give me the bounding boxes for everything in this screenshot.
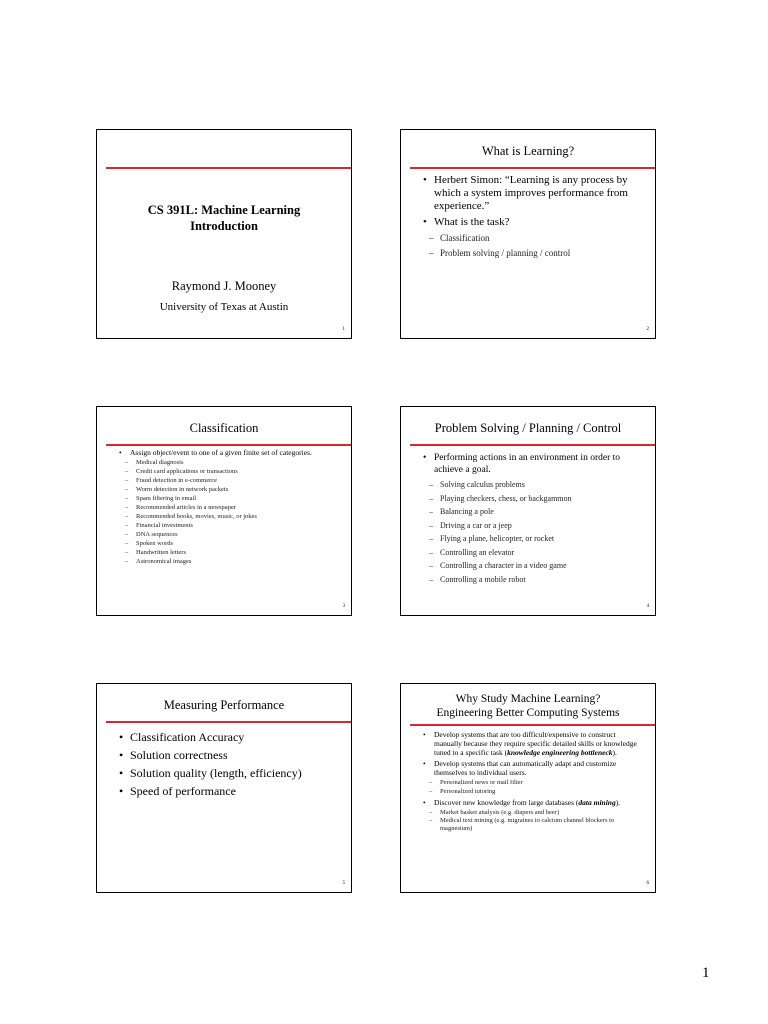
sub-item: – Classification (423, 231, 645, 246)
title-rule (106, 167, 351, 169)
bullet-item: • Speed of performance (119, 782, 341, 800)
bullet-text: Discover new knowledge from large databases ( (434, 798, 579, 807)
bullet-item: • Assign object/event to one of a given finite set of categories. (119, 449, 341, 457)
slide-number: 1 (342, 327, 345, 332)
sub-item: – Controlling an elevator (423, 546, 645, 560)
sub-item: – Market basket analysis (e.g. diapers and beer) (423, 808, 645, 817)
slide-5 (96, 683, 352, 893)
sub-item: – Recommended articles in a newspaper (119, 503, 341, 512)
title-rule (410, 724, 655, 726)
sub-item: – Solving calculus problems (423, 478, 645, 492)
sub-item: – Controlling a mobile robot (423, 573, 645, 587)
bullet-item: • Develop systems that can automatically adapt and customize themselves to individual users. (423, 759, 645, 777)
slide-title: Problem Solving / Planning / Control (434, 421, 622, 435)
sub-item: – Worm detection in network packets (119, 485, 341, 494)
slide-6 (400, 683, 656, 893)
emphasis-text: data mining (578, 798, 616, 807)
sub-item: – Problem solving / planning / control (423, 246, 645, 261)
slide-number: 4 (646, 604, 649, 609)
sub-item: – Financial investments (119, 521, 341, 530)
title-rule (106, 721, 351, 723)
bullet-item: • Performing actions in an environment in order to achieve a goal. (423, 452, 645, 476)
bullet-item: • Solution correctness (119, 746, 341, 764)
slide-title: Measuring Performance (163, 698, 285, 712)
affiliation: University of Texas at Austin (159, 301, 289, 313)
page-number: 1 (702, 965, 710, 981)
title-rule (410, 167, 655, 169)
sub-item: – Credit card applications or transactions (119, 467, 341, 476)
sub-item: – Handwritten letters (119, 548, 341, 557)
bullet-text: Develop systems that are too difficult/expensive to construct manually because they require specific detailed skills or knowledge tuned to a specific task ( (434, 730, 637, 757)
title-line-2: Engineering Better Computing Systems (436, 707, 620, 719)
slide-number: 3 (342, 604, 345, 609)
slide-3 (96, 406, 352, 616)
bullet-list (423, 174, 645, 261)
sub-item: – Spam filtering in email (119, 494, 341, 503)
sub-item: – Playing checkers, chess, or backgammon (423, 492, 645, 506)
bullet-text-end: ). (612, 748, 617, 757)
bullet-item: • What is the task? (423, 216, 645, 229)
sub-item: – Flying a plane, helicopter, or rocket (423, 532, 645, 546)
sub-item: – Personalized news or mail filter (423, 778, 645, 787)
sub-item: – Fraud detection in e-commerce (119, 476, 341, 485)
title-rule (106, 444, 351, 446)
slide-title (97, 202, 351, 234)
author: Raymond J. Mooney (171, 279, 277, 293)
bullet-item: • Solution quality (length, efficiency) (119, 764, 341, 782)
sub-item: – Spoken words (119, 539, 341, 548)
sub-item: – Personalized tutoring (423, 787, 645, 796)
title-line-1: CS 391L: Machine Learning (147, 203, 301, 217)
slide-number: 2 (646, 327, 649, 332)
sub-item: – Balancing a pole (423, 505, 645, 519)
bullet-list (423, 730, 645, 833)
slide-1 (96, 129, 352, 339)
slide-title: Classification (189, 421, 259, 435)
slide-title (401, 692, 655, 720)
bullet-list (119, 728, 341, 800)
sub-item: – DNA sequences (119, 530, 341, 539)
sub-item: – Medical diagnosis (119, 458, 341, 467)
sub-item: – Medical text mining (e.g. migraines to calcium channel blockers to magnesium) (423, 817, 645, 833)
slide-number: 5 (342, 881, 345, 886)
bullet-item: • Herbert Simon: “Learning is any process by which a system improves performance from experience.” (423, 174, 645, 213)
emphasis-text: knowledge engineering bottleneck (507, 748, 613, 757)
slide-number: 6 (646, 881, 649, 886)
bullet-item (423, 730, 645, 757)
slide-4 (400, 406, 656, 616)
slide-2 (400, 129, 656, 339)
bullet-text-end: ). (615, 798, 621, 807)
sub-item: – Recommended books, movies, music, or jokes (119, 512, 341, 521)
sub-item: – Astronomical images (119, 557, 341, 566)
sub-item: – Driving a car or a jeep (423, 519, 645, 533)
title-line-2: Introduction (190, 219, 258, 233)
bullet-list (119, 449, 341, 566)
slide-title: What is Learning? (481, 144, 575, 158)
title-rule (410, 444, 655, 446)
bullet-list (423, 452, 645, 586)
bullet-item (423, 798, 645, 807)
title-line-1: Why Study Machine Learning? (455, 693, 601, 705)
sub-item: – Controlling a character in a video game (423, 559, 645, 573)
bullet-item: • Classification Accuracy (119, 728, 341, 746)
